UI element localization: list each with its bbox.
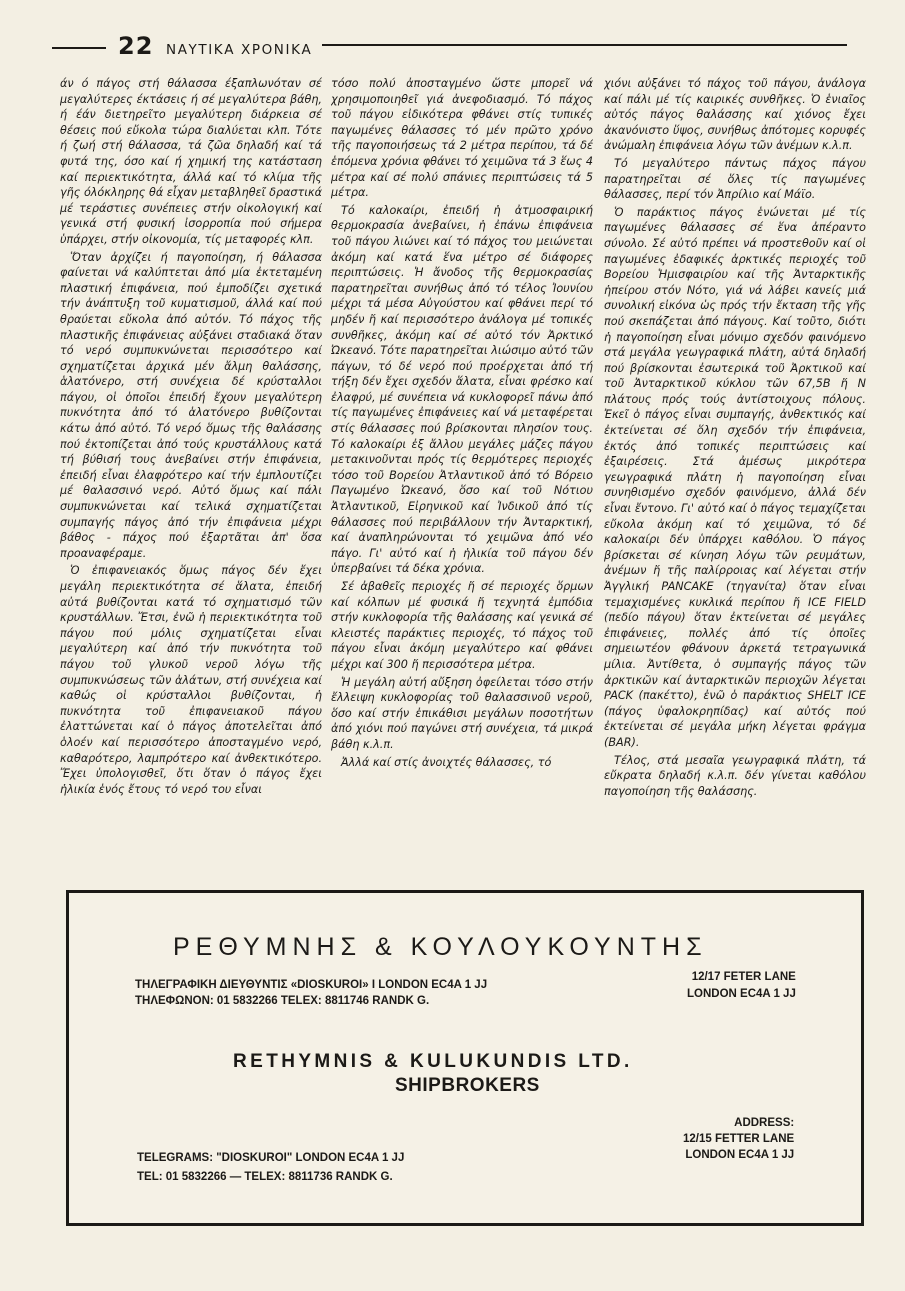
paragraph: Σέ ἀβαθεῖς περιοχές ἤ σέ περιοχές ὅρμων καί κόλπων μέ φυσικά ἤ τεχνητά ἐμπόδια στήν κυκλοφορία τῆς θαλάσσης καί γενικά σέ κλειστές παράκτιες περιοχές, τό πάχος τοῦ πάγου εἶναι ἀκόμη μεγαλύτερο καί φθάνει μέχρι καί 300 ἤ περισσότερα μέτρα. [331,580,593,671]
ad-greek-company-name: ΡΕΘΥΜΝΗΣ & ΚΟΥΛΟΥΚΟΥΝΤΗΣ [173,933,708,961]
ad-english-address-line: LONDON EC4A 1 JJ [685,1149,795,1161]
paragraph: Ἡ μεγάλη αὐτή αὔξηση ὀφείλεται τόσο στήν ἔλλειψη κυκλοφορίας τοῦ θαλασσινοῦ νεροῦ, ὅσο καί στήν ἐπικάθισι μεγάλων ποσοτήτων ἀπό χιόνι πού παγώνει στή συνέχεια, τά μικρά βάθη κ.λ.π. [331,675,593,751]
ad-english-address-line: 12/15 FETTER LANE [683,1133,795,1145]
paragraph: τόσο πολύ ἀποσταγμένο ὥστε μπορεῖ νά χρησιμοποιηθεῖ γιά ἀνεφοδιασμό. Τό πάχος τοῦ πάγου εἰδικότερα φθάνει στίς τυπικές παγωμένες θάλασσες τό μέν πρῶτο χρόνο τῆς παγοποιήσεως τά 2 μέτρα περίπου, τά δέ ἑπόμενα χρόνια φθάνει τό χειμῶνα τά 3 ἕως 4 μέτρα καί σέ πολύ σπάνιες περιπτώσεις τά 5 μέτρα. [331,77,593,200]
article-column-1 [60,76,322,898]
paragraph: άν ό πάγος στή θάλασσα έξαπλωνόταν σέ μεγαλύτερες έκτάσεις ή σέ μεγαλύτερα βάθη, ή έάν διετηρεῖτο μεγαλύτερη διάρκεια σέ θέσεις πού εὔκολα τώρα διαλύεται κλπ. Τότε ή ζωή στή θάλασσα, τά ζῶα δηλαδή καί τά φυτά της, όσο καί ή χημική της κατάσταση καί περιεκτικότητα, άλλά καί τό κλίμα τῆς γῆς όλόκληρης θά εἶχαν μεταβληθεῖ δραστικά μέ τεράστιες συνέπειες στήν οἰκολογική καί γενικά στή φυσική ἰσορροπία πού σήμερα ὑπάρχει, στήν οἰκονομία, τίς μεταφορές κλπ. [60,77,322,246]
ad-greek-telegraphic-address: ΤΗΛΕΓΡΑΦΙΚΗ ΔΙΕΥΘΥΝΤΙΣ «DIOSKUROI» I LONDON EC4A 1 JJ [135,979,488,991]
ad-english-company-name: RETHYMNIS & KULUKUNDIS LTD. [233,1051,633,1072]
paragraph: Ὅταν ἀρχίζει ή παγοποίηση, ή θάλασσα φαίνεται νά καλύπτεται ἀπό μία ἐκτεταμένη πλαστική ἐπιφάνεια, πού ἐμποδίζει σχετικά τήν ἀνάπτυξη τοῦ κυματισμοῦ, άλλά καί πού θραύεται εὔκολα ἀπό αὐτόν. Τό πάχος τῆς πλαστικῆς ἐπιφάνειας αὐξάνει σταδιακά ὅταν τό νερό συμπυκνώνεται περισσότερο καί σχηματίζεται ἀρχικά μέν ἄλμη θαλάσσης, ἁλατόνερο, στή συνέχεια δέ κρύσταλλοι πάγου, οἱ ὁποῖοι ἐπειδή ἔχουν μεγαλύτερη πυκνότητα ἀπό τό ἁλατόνερο βυθίζονται κάτω ἀπό αὐτό. Τό νερό ὅμως τῆς θαλάσσης πού ἐκτοπίζεται ἀπό τούς κρυστάλλους κατά τή βύθισή τους ἀνεβαίνει στήν ἐπιφάνεια, ἐπειδή εἶναι ἐλαφρότερο καί τήν ἐμπλουτίζει μέ θαλασσινό νερό. Αὐτό ὅμως καί πάλι συμπυκνώνεται καί τελικά σχηματίζεται συμπαγής πάγος ἀπό τήν ἐπιφάνεια μέχρι βάθος - πάχος πού ἐξαρτᾶται ἀπ' ὅσα προαναφέραμε. [60,250,322,560]
ad-english-address-label: ADDRESS: [734,1117,795,1129]
ad-greek-phone: ΤΗΛΕΦΩΝΟΝ: 01 5832266 TELEX: 8811746 RANDK G. [135,995,430,1007]
paragraph: χιόνι αὐξάνει τό πάχος τοῦ πάγου, ἀνάλογα καί πάλι μέ τίς καιρικές συνθῆκες. Ὁ ἑνιαῖος αὐτός πάγος θαλάσσης καί χιόνος ἔχει ἀκανόνιστο ὕψος, συνήθως ἀπότομες κορυφές ἀνώμαλη ἐπιφάνεια λόγω τῶν ἀνέμων κ.λ.π. [604,77,866,153]
ad-english-tel-telex: TEL: 01 5832266 — TELEX: 8811736 RANDK G. [137,1171,393,1183]
ad-english-address [683,1115,794,1163]
page-number: 22 [118,32,154,60]
ad-greek-address-line: 12/17 FETER LANE [691,971,796,983]
header-rule-right [322,44,847,46]
paragraph: Ὁ ἐπιφανειακός ὅμως πάγος δέν ἔχει μεγάλη περιεκτικότητα σέ ἅλατα, ἐπειδή αὐτά βυθίζονται κατά τό σχηματισμό τῶν κρυστάλλων. Ἔτσι, ἐνῶ ἡ περιεκτικότητα τοῦ πάγου πού μόλις σχηματίζεται εἶναι μεγαλύτερη καί ἀπό τήν πυκνότητα τοῦ πάγου τοῦ γλυκοῦ νεροῦ λόγω τῆς συμπυκνώσεως τῶν ἀλάτων, στή συνέχεια καί καθώς οἱ κρύσταλλοι βυθίζονται, ἡ πυκνότητα τοῦ ἐπιφανειακοῦ πάγου ἐλαττώνεται καί ὁ πάγος ἀποτελεῖται ἀπό ὁλοέν καί περισσότερο ἀποσταγμένο νερό, καθαρότερο, λαμπρότερο καί ἀνθεκτικότερο. Ἔχει ὑπολογισθεῖ, ὅτι ὅταν ὁ πάγος ἔχει ἡλικία ἑνός ἔτους τό νερό του εἶναι [60,564,322,796]
ad-greek-address [687,969,796,1003]
ad-greek-address-line: LONDON EC4A 1 JJ [687,988,796,1000]
paragraph: Τό καλοκαίρι, ἐπειδή ἡ ἀτμοσφαιρική θερμοκρασία ἀνεβαίνει, ἡ ἐπάνω ἐπιφάνεια τοῦ πάγου λιώνει καί τό πάχος του μειώνεται ἀκόμη καί κατά ἕνα μέτρο σέ διάφορες περιπτώσεις. Ἡ ἄνοδος τῆς θερμοκρασίας παρατηρεῖται συνήθως ἀπό τό τέλος Ἰουνίου μέχρι τά μέσα Αὐγούστου καί φθάνει περί τό μηδέν ἤ καί περισσότερο ἀνάλογα μέ τοπικές συνθῆκες, ἀκόμη καί σέ αὐτό τόν Ἀρκτικό Ὠκεανό. Τότε παρατηρεῖται λιώσιμο αὐτό τῶν πάγων, τό δέ νερό πού προέρχεται ἀπό τή τήξη δέν ἔχει σχεδόν ἅλατα, εἶναι φρέσκο καί ἐλαφρύ, μέ συνέπεια νά κυκλοφορεῖ πάνω ἀπό τίς παγωμένες ἐπιφάνειες καί νά μεταφέρεται στίς θάλασσες πού βρίσκονται πλησίον τους. Τό καλοκαίρι ἐξ ἄλλου μεγάλες μάζες πάγου μετακινοῦνται πρός τίς θερμότερες περιοχές τόσο τοῦ Βορείου Ἀτλαντικοῦ ἀπό τό Βόρειο Παγωμένο Ὠκεανό, ὅσο καί τοῦ Νότιου Ἀτλαντικοῦ, Εἰρηνικοῦ καί Ἰνδικοῦ ἀπό τίς θάλασσες πού περιβάλλουν τήν Ἀνταρκτική, καί ἀναπληρώνονται τό χειμῶνα ἀπό νέο πάγο. Γι' αὐτό καί ἡ ἡλικία τοῦ πάγου δέν ὑπερβαίνει τά δέκα χρόνια. [331,203,593,576]
header-rule-left [52,47,106,49]
page-header [52,32,847,64]
paragraph: Ἀλλά καί στίς ἀνοιχτές θάλασσες, τό [341,755,552,769]
publication-title: ΝΑΥΤΙΚΑ ΧΡΟΝΙΚΑ [166,42,313,58]
paragraph: Τέλος, στά μεσαῖα γεωγραφικά πλάτη, τά εὔκρατα δηλαδή κ.λ.π. δέν γίνεται καθόλου παγοποίηση τῆς θαλάσσης. [604,753,866,798]
ad-english-telegrams: TELEGRAMS: "DIOSKUROI" LONDON EC4A 1 JJ [137,1152,405,1164]
paragraph: Τό μεγαλύτερο πάντως πάχος πάγου παρατηρεῖται σέ ὅλες τίς παγωμένες θάλασσες, περί τόν Ἀπρίλιο καί Μάϊο. [604,156,866,202]
ad-english-subtitle: SHIPBROKERS [395,1075,540,1096]
article-column-2 [331,76,593,890]
paragraph: Ὁ παράκτιος πάγος ἑνώνεται μέ τίς παγωμένες θάλασσες σέ ἕνα ἀπέραντο σύνολο. Σέ αὐτό πρέπει νά προστεθοῦν καί οἱ παγωμένες ἐδαφικές ἀρκτικές περιοχές τοῦ Βορείου Ἡμισφαιρίου καί τῆς Ἀνταρκτικῆς ἠπείρου στόν Νότο, γιά νά λάβει κανείς μιά συνολική εἰκόνα ὡς πρός τήν ἔκταση τῆς γῆς πού σκεπάζεται ἀπό πάγους. Καί τοῦτο, διότι ἡ παγοποίηση εἶναι μόνιμο σχεδόν φαινόμενο στά μεγάλα γεωγραφικά πλάτη, αὐτά δηλαδή πού βρίσκονται ἐσωτερικά τοῦ Ἀρκτικοῦ καί τοῦ Ἀνταρκτικοῦ κύκλου τῶν 67,5Β ἤ Ν πλάτους πρός τούς ἀντίστοιχους πόλους. Ἐκεῖ ὁ πάγος εἶναι συμπαγής, ἀνθεκτικός καί ἐκτείνεται σέ ὅλη σχεδόν τήν ἐπιφάνεια, ἐκτός ἀπό τοπικές περιπτώσεις καί ἐξαιρέσεις. Στά ἀμέσως μικρότερα γεωγραφικά πλάτη ἡ παγοποίηση εἶναι συνηθισμένο σχεδόν φαινόμενο, ἀλλά δέν εἶναι ἔντονο. Γι' αὐτό καί ὁ πάγος τεμαχίζεται εὔκολα ἀκόμη καί τό χειμῶνα, τό δέ καλοκαίρι δέν ὑπάρχει καθόλου. Ὁ πάγος βρίσκεται σέ κίνηση λόγω τῶν ρευμάτων, ἀνέμων ἤ τῆς παλίρροιας καί λέγεται στήν Ἀγγλική PANCAKE (τηγανίτα) ὅταν εἶναι τεμαχισμένες κυκλικά περίπου ἤ ICE FIELD (πεδίο πάγου) ὅταν ἐκτείνεται σέ μεγάλες ἐπιφάνειες, πολλές ἀπό τίς ὁποῖες σημειωτέον φθάνουν ἀρκετά τετραγωνικά μίλια. Ἀντίθετα, ὁ συμπαγής πάγος τῶν ἀρκτικῶν καί ἀνταρκτικῶν περιοχῶν λέγεται PACK (πακέττο), ἐνῶ ὁ παράκτιος SHELT ICE (πάγος ὑφαλοκρηπίδας) καί αὐτός πού ἐκτείνεται σέ μεγάλα μήκη λέγεται φράγμα (BAR). [604,205,866,749]
advertisement-box [66,890,864,1226]
article-column-3 [604,76,866,890]
